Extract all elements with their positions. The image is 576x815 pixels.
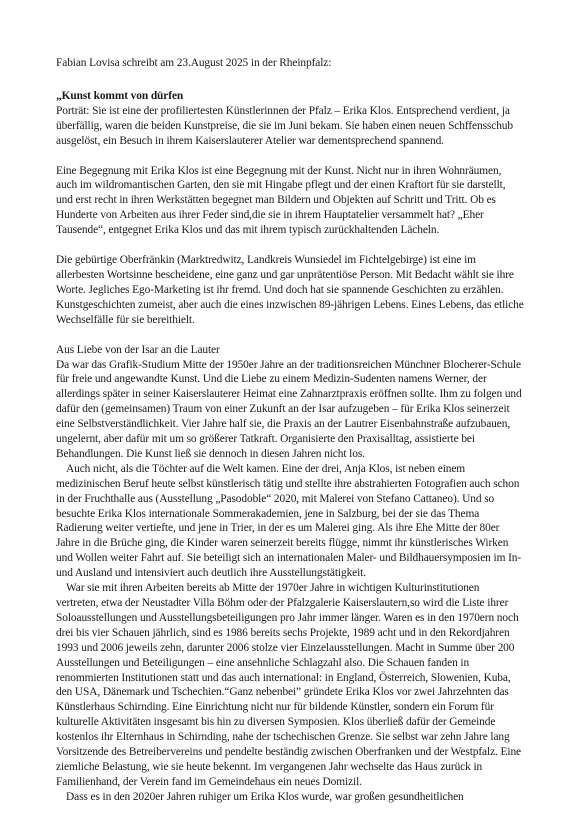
headline: „Kunst kommt von dürfen bbox=[56, 89, 184, 102]
paragraph-daughters: Auch nicht, als die Töchter auf die Welt kamen. Eine der drei, Anja Klos, ist neben einem medizinischen Beruf heute selbst künstlerisch tätig und stellte ihre abstrahierten Fotografien auch schon in der Fruchthalle aus (Ausstellung „Pasodoble“ 2020, mit Malerei von Stefano Cattaneo). Und so besuchte Erika Klos internationale Sommerakademien, jene in Salzburg, bei der sie das Thema Radierung weiter vertiefte, und jene in Trier, in der es um Malerei ging. Als ihre Ehe Mitte der 80er Jahre in die Brüche ging, die Kinder waren seinerzeit bereits flügge, nimmt ihr künstlerisches Wirken und Wollen weiter Fahrt auf. Sie beteiligt sich an internationalen Maler- und Bildhauersymposien im In- und Ausland und intensiviert auch deutlich ihre Ausstellungstätigkeit. bbox=[56, 462, 522, 580]
paragraph-2020s: Dass es in den 2020er Jahren ruhiger um Erika Klos wurde, war großen gesundheitlichen bbox=[66, 790, 464, 803]
byline: Fabian Lovisa schreibt am 23.August 2025 in der Rheinpfalz: bbox=[56, 57, 332, 69]
paragraph-origin: Die gebürtige Oberfränkin (Marktredwitz, Landkreis Wunsiedel im Fichtelgebirge) ist eine im allerbesten Wortsinne bescheidene, eine ganz und gar unprätentiöse Person. Mit Bedacht wählt sie ihre Worte. Jegliches Ego-Marketing ist ihr fremd. Und doch hat sie spannende Geschichten zu erzählen. Kunstgeschichten zumeist, aber auch die eines inzwischen 89-jährigen Lebens. Eines Lebens, das etliche Wechselfälle für sie bereithielt. bbox=[56, 254, 524, 326]
intro-paragraph: Porträt: Sie ist eine der profiliertesten Künstlerinnen der Pfalz – Erika Klos. Entsprechend verdient, ja überfällig, waren die beiden Kunstpreise, die sie im Juni bekam. Sie haben einen neuen Schffensschub ausgelöst, ein Besuch in ihrem Kaiserslauterer Atelier war dementsprechend spannend. bbox=[56, 104, 513, 147]
paragraph-encounter: Eine Begegnung mit Erika Klos ist eine Begegnung mit der Kunst. Nicht nur in ihren Wohnräumen, auch im wildromantischen Garten, den sie mit Hingabe pflegt und der einen Kraftort für sie darstellt, und erst recht in ihren Werkstätten begegnet man Bildern und Objekten auf Schritt und Tritt. Ob es Hunderte von Arbeiten aus ihrer Feder sind,die sie in ihrem Hauptatelier versammelt hat? „Eher Tausende“, entgegnet Erika Klos und das mit ihrem typisch zurückhaltenden Lächeln. bbox=[56, 164, 506, 237]
paragraph-study: Da war das Grafik-Studium Mitte der 1950er Jahre an der traditionsreichen Münchner Blocherer-Schule für freie und angewandte Kunst. Und die Liebe zu einem Medizin-Sudenten namens Werner, der allerdings später in seiner Kaiserslauterer Heimat eine Zahnarztpraxis eröffnen sollte. Ihm zu folgen und dafür den (gemeinsamen) Traum von einer Zukunft an der Isar aufzugeben – für Erika Klos seinerzeit eine Selbstverständlichkeit. Vier Jahre half sie, die Praxis an der Lautrer Eisenbahnstraße aufzubauen, ungelernt, aber dafür mit um so größerer Tatkraft. Organisierte den Praxisalltag, assistierte bei Behandlungen. Die Kunst ließ sie dennoch in diesen Jahren nicht los. bbox=[56, 358, 522, 460]
paragraph-exhibitions: War sie mit ihren Arbeiten bereits ab Mitte der 1970er Jahre in wichtigen Kulturinstitutionen vertreten, etwa der Neustadter Villa Böhm oder der Pfalzgalerie Kaiserslautern,so wird die Liste ihrer Soloausstellungen und Ausstellungsbeteiligungen pro Jahr immer länger. Waren es in den 1970ern noch drei bis vier Schauen jährlich, sind es 1986 bereits sechs Projekte, 1989 acht und in den Rekordjahren 1993 und 2006 jeweils zehn, darunter 2006 stolze vier Einzelausstellungen. Macht in Summe über 200 Ausstellungen und Beteiligungen – eine ansehnliche Schlagzahl also. Die Schauen fanden in renommierten Institutionen statt und das auch international: in England, Österreich, Slowenien, Kuba, den USA, Dänemark und Tschechien.“Ganz nebenbei” gründete Erika Klos vor zwei Jahrzehnten das Künstlerhaus Schirnding. Eine Einrichtung nicht nur für bildende Künstler, sondern ein Forum für kulturelle Aktivitäten insgesamt bis hin zu diversen Symposien. Klos überließ dafür der Gemeinde kostenlos ihr Elternhaus in Schirnding, nahe der tschechischen Grenze. Sie selbst war zehn Jahre lang Vorsitzende des Betreibervereins und pendelte beständig zwischen Oberfranken und der Westpfalz. Eine ziemliche Belastung, wie sie heute bekennt. Im vergangenen Jahr wechselte das Haus zurück in Familienhand, der Verein fand im Gemeindehaus ein neues Domizil. bbox=[56, 582, 522, 788]
section-title: Aus Liebe von der Isar an die Lauter bbox=[56, 343, 220, 356]
